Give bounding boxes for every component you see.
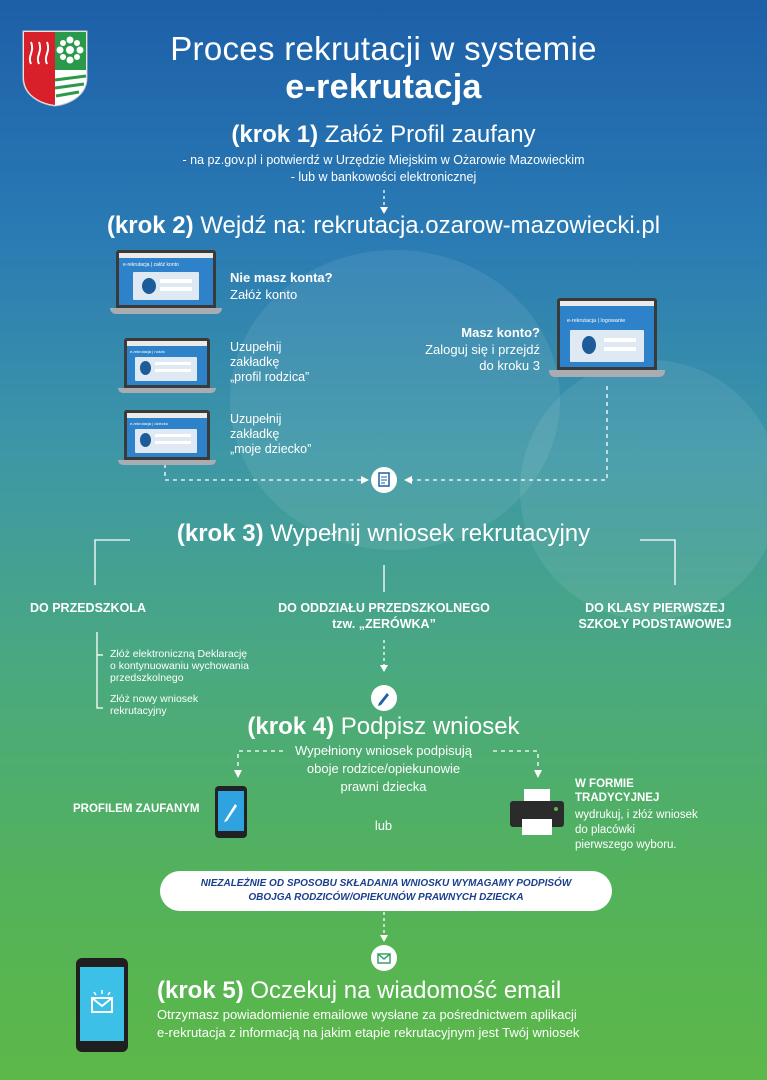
step1-label: (krok 1) [231,121,319,148]
fill-child-line2: zakładkę [230,427,280,441]
envelope-icon [371,945,397,971]
screen4-caption: e-rekrutacja | logowanie [567,318,626,324]
col-zero-class-line2: tzw. „ZERÓWKA” [332,617,436,631]
note-declaration-line1: Złóż elektroniczną Deklarację [110,648,248,660]
step4-desc-line1: Wypełniony wniosek podpisują [295,743,472,758]
step1-text: Załóż Profil zaufany [324,121,536,148]
step2-text: Wejdź na: rekrutacja.ozarow-mazowiecki.pl [200,212,661,239]
fill-parent-line2: zakładkę [230,355,280,369]
tablet-email-icon [76,958,128,1052]
fill-child-line3: „moje dziecko” [230,442,312,456]
screen3-caption: e-rekrutacja | dziecko [130,421,168,426]
signature-notice-line2: OBOJGA RODZICÓW/OPIEKUNÓW PRAWNYCH DZIECKA [248,892,524,903]
fill-parent-line1: Uzupełnij [230,340,282,354]
step4-label: (krok 4) [247,713,335,740]
traditional-text-line2: do placówki [575,824,636,836]
step1-line2: - lub w bankowości elektronicznej [290,170,477,184]
signature-notice-line1: NIEZALEŻNIE OD SPOSOBU SKŁADANIA WNIOSKU WYMAGAMY PODPISÓW [200,878,572,889]
step5-line1: Otrzymasz powiadomienie emailowe wysłane za pośrednictwem aplikacji [157,1007,577,1022]
has-account-line2: do kroku 3 [479,358,540,373]
note-new-application-line1: Złóż nowy wniosek [110,693,199,705]
step5-line2: e-rekrutacja z informacją na jakim etapie rekrutacyjnym jest Twój wniosek [157,1025,580,1040]
step5-heading [157,977,561,1005]
traditional-title-line2: TRADYCYJNEJ [575,792,660,804]
col-preschool: DO PRZEDSZKOLA [30,601,146,615]
col-zero-class-line1: DO ODDZIAŁU PRZEDSZKOLNEGO [278,601,490,615]
traditional-text-line3: pierwszego wyboru. [575,839,677,851]
step5-text: Oczekuj na wiadomość email [250,977,562,1004]
no-account-title: Nie masz konta? [230,270,333,285]
step4-desc-line3: prawni dziecka [340,779,427,794]
title-line1: Proces rekrutacji w systemie [170,30,597,67]
note-declaration-line2: o kontynuowaniu wychowania [110,660,249,672]
step4-heading [0,713,767,741]
step4-desc-line2: oboje rodzice/opiekunowie [306,761,461,776]
col-first-grade-line2: SZKOŁY PODSTAWOWEJ [578,617,732,631]
or-label: lub [374,818,393,833]
fill-parent-line3: „profil rodzica” [230,370,310,384]
step3-label: (krok 3) [176,520,264,547]
traditional-text-line1: wydrukuj, i złóż wniosek [575,809,698,821]
has-account-line1: Zaloguj się i przejdź [425,342,540,357]
col-first-grade-line1: DO KLASY PIERWSZEJ [585,601,725,615]
printer-icon [508,789,566,837]
step1-line1: - na pz.gov.pl i potwierdź w Urzędzie Miejskim w Ożarowie Mazowieckim [182,153,585,167]
fill-child-line1: Uzupełnij [230,412,282,426]
step4-text: Podpisz wniosek [340,713,520,740]
step3-heading [0,520,767,548]
note-new-application-line2: rekrutacyjny [110,705,167,717]
step5-label: (krok 5) [157,977,244,1004]
pen-icon [371,685,397,711]
screen2-caption: e-rekrutacja | rodzic [130,349,166,354]
step3-text: Wypełnij wniosek rekrutacyjny [270,520,591,547]
title-line2: e-rekrutacja [285,68,482,106]
screen1-caption: e-rekrutacja | załóż konto [123,262,179,268]
document-icon [371,467,397,493]
signature-notice [160,871,612,911]
traditional-title-line1: W FORMIE [575,778,634,790]
has-account-title: Masz konto? [461,325,540,340]
phone-icon [215,786,247,838]
step2-label: (krok 2) [106,212,194,239]
step1-heading [0,121,767,149]
no-account-text: Załóż konto [230,287,298,302]
trusted-profile-label: PROFILEM ZAUFANYM [73,803,200,815]
step2-heading [0,212,767,240]
note-declaration-line3: przedszkolnego [110,672,184,684]
